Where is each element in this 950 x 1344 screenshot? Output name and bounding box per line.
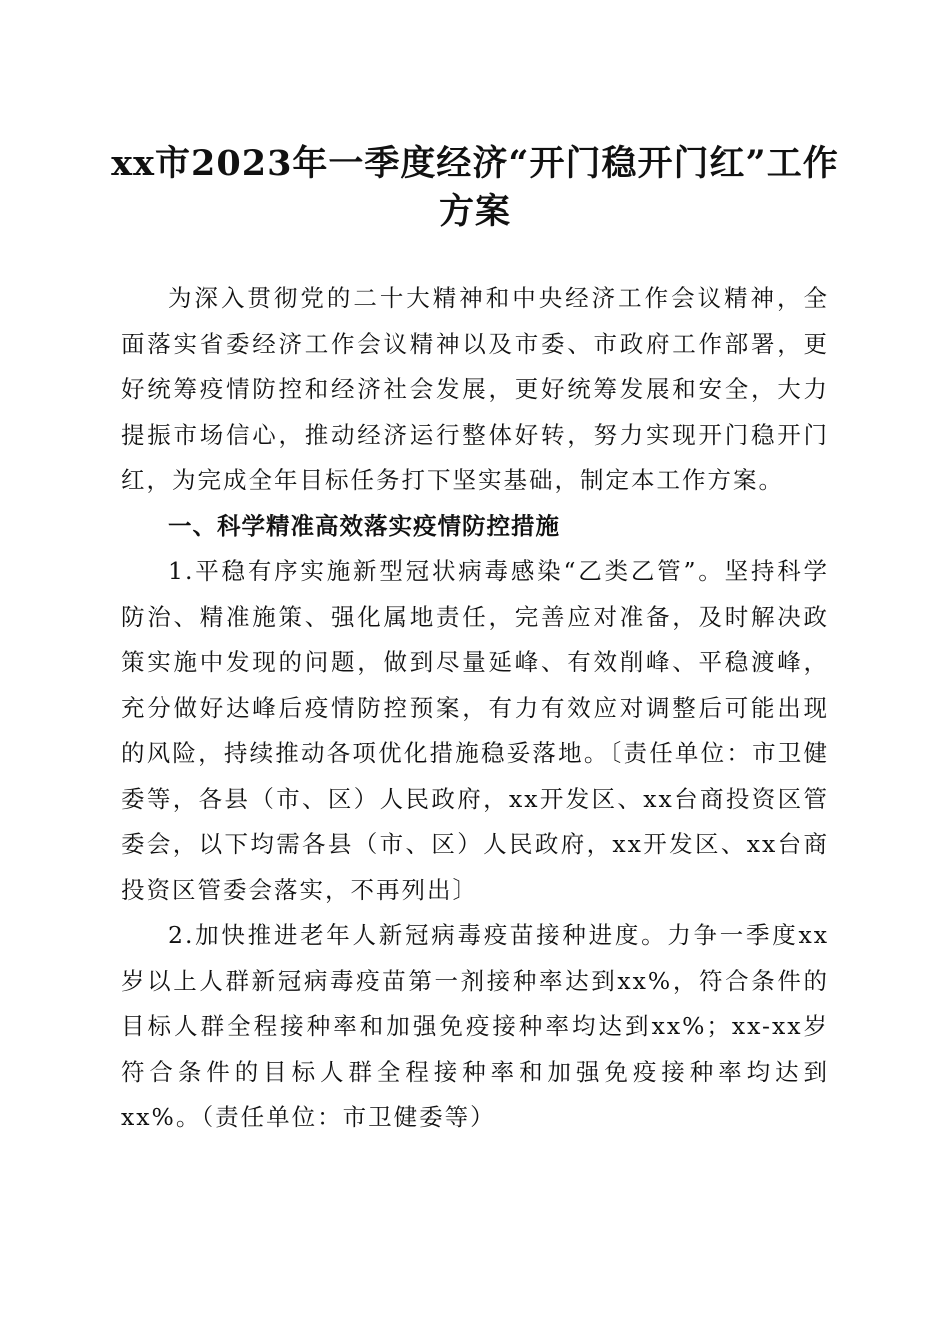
item-paragraph-2: 2.加快推进老年人新冠病毒疫苗接种进度。力争一季度xx岁以上人群新冠病毒疫苗第一剂接种率达到xx%，符合条件的目标人群全程接种率和加强免疫接种率均达到xx%；xx-xx岁符合条件的目标人群全程接种率和加强免疫接种率均达到xx%。（责任单位：市卫健委等） <box>121 921 829 1131</box>
section-heading-1: 一、科学精准高效落实疫情防控措施 <box>168 511 560 540</box>
document-title: xx市2023年一季度经济“开门稳开门红”工作方案 <box>111 143 839 232</box>
document-body <box>121 276 829 1141</box>
item-paragraph-1: 1.平稳有序实施新型冠状病毒感染“乙类乙管”。坚持科学防治、精准施策、强化属地责任，完善应对准备，及时解决政策实施中发现的问题，做到尽量延峰、有效削峰、平稳渡峰，充分做好达峰后疫情防控预案，有力有效应对调整后可能出现的风险，持续推动各项优化措施稳妥落地。〔责任单位：市卫健委等，各县（市、区）人民政府，xx开发区、xx台商投资区管委会，以下均需各县（市、区）人民政府，xx开发区、xx台商投资区管委会落实，不再列出〕 <box>121 557 829 904</box>
intro-paragraph: 为深入贯彻党的二十大精神和中央经济工作会议精神，全面落实省委经济工作会议精神以及市委、市政府工作部署，更好统筹疫情防控和经济社会发展，更好统筹发展和安全，大力提振市场信心，推动经济运行整体好转，努力实现开门稳开门红，为完成全年目标任务打下坚实基础，制定本工作方案。 <box>121 284 829 494</box>
